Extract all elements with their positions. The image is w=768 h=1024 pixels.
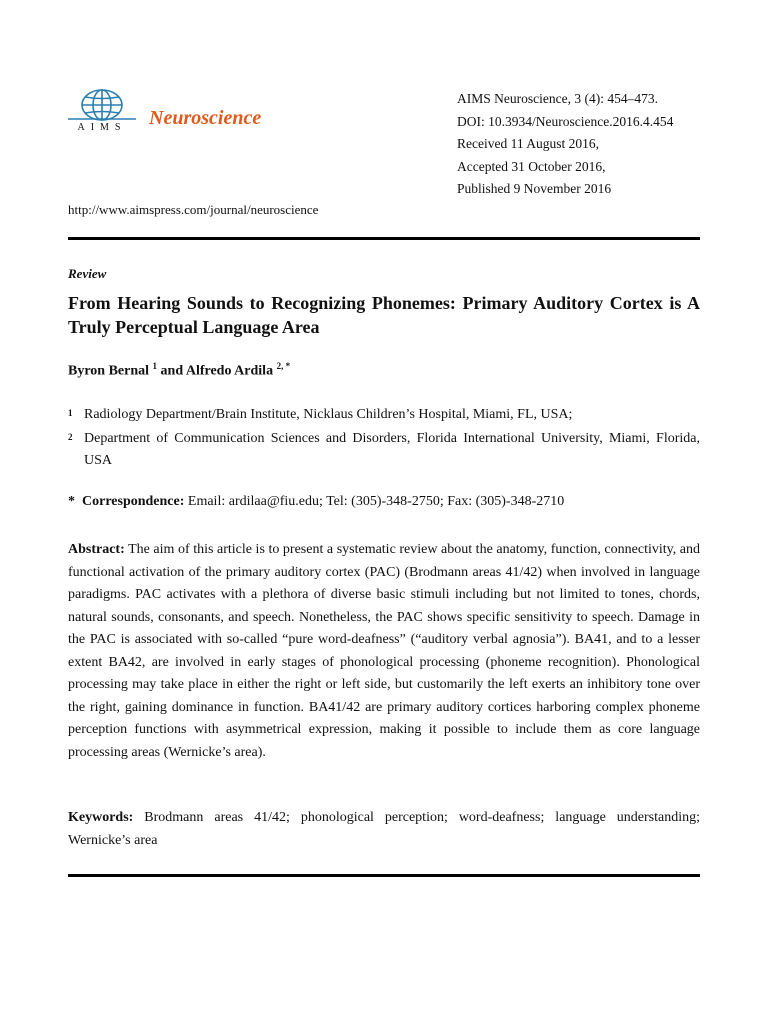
correspondence-marker: * xyxy=(68,494,75,509)
authors xyxy=(68,361,290,380)
header-divider xyxy=(68,237,700,240)
author-name: Byron Bernal xyxy=(68,363,150,379)
affiliation-text: Department of Communication Sciences and Disorders, Florida International University, Miami, Florida, USA xyxy=(84,431,700,468)
affiliation xyxy=(68,428,700,472)
keywords xyxy=(68,807,700,852)
received-date: Received 11 August 2016, xyxy=(457,136,599,151)
affiliation-text: Radiology Department/Brain Institute, Nicklaus Children’s Hospital, Miami, FL, USA; xyxy=(84,407,573,422)
affiliation xyxy=(68,404,700,426)
correspondence xyxy=(68,494,564,510)
abstract-text: The aim of this article is to present a systematic review about the anatomy, function, connectivity, and functional activation of the primary auditory cortex (PAC) (Brodmann areas 41/42) when involved in language paradigms. PAC activates with a plethora of diverse basic stimuli including but not limited to tones, chords, natural sounds, consonants, and speech. Nonetheless, the PAC shows specific sensitivity to speech. Damage in the PAC is associated with so-called “pure word-deafness” (“auditory verbal agnosia”). BA41, and to a lesser extent BA42, are involved in early stages of phonological processing (phoneme recognition). Phonological processing may take place in either the right or left side, but customarily the left exerts an inhibitory tone over the right, gaining dominance in function. BA41/42 are primary auditory cortices harboring complex phoneme perception functions with asymmetrical expression, making it possible to include them as core language processing areas (Wernicke’s area). xyxy=(68,542,701,760)
author-sup: 2, * xyxy=(276,361,291,371)
author-sup: 1 xyxy=(152,361,158,371)
published-date: Published 9 November 2016 xyxy=(457,181,612,196)
keywords-label: Keywords: xyxy=(68,810,134,825)
keywords-text: Brodmann areas 41/42; phonological perception; word-deafness; language understanding; Wernicke’s area xyxy=(68,810,701,848)
correspondence-label: Correspondence: xyxy=(82,494,185,509)
aims-globe-logo-icon xyxy=(68,88,136,132)
affiliation-number: 2 xyxy=(68,432,73,442)
article-title: From Hearing Sounds to Recognizing Phonemes: Primary Auditory Cortex is A Truly Perceptual Language Area xyxy=(68,293,700,337)
author-name: and Alfredo Ardila xyxy=(160,363,274,379)
footer-divider xyxy=(68,874,700,877)
doi: DOI: 10.3934/Neuroscience.2016.4.454 xyxy=(457,113,674,129)
journal-name: Neuroscience xyxy=(149,107,262,129)
article-type: Review xyxy=(68,266,107,281)
accepted-date: Accepted 31 October 2016, xyxy=(457,158,606,174)
logo-text: AIMS xyxy=(77,122,127,132)
citation: AIMS Neuroscience, 3 (4): 454–473. xyxy=(457,91,658,106)
affiliation-number: 1 xyxy=(68,408,73,418)
correspondence-text: Email: ardilaa@fiu.edu; Tel: (305)-348-2750; Fax: (305)-348-2710 xyxy=(187,494,565,509)
abstract xyxy=(68,539,700,764)
publication-info xyxy=(457,88,673,201)
journal-url[interactable]: http://www.aimspress.com/journal/neuroscience xyxy=(68,202,319,217)
abstract-label: Abstract: xyxy=(68,542,125,557)
